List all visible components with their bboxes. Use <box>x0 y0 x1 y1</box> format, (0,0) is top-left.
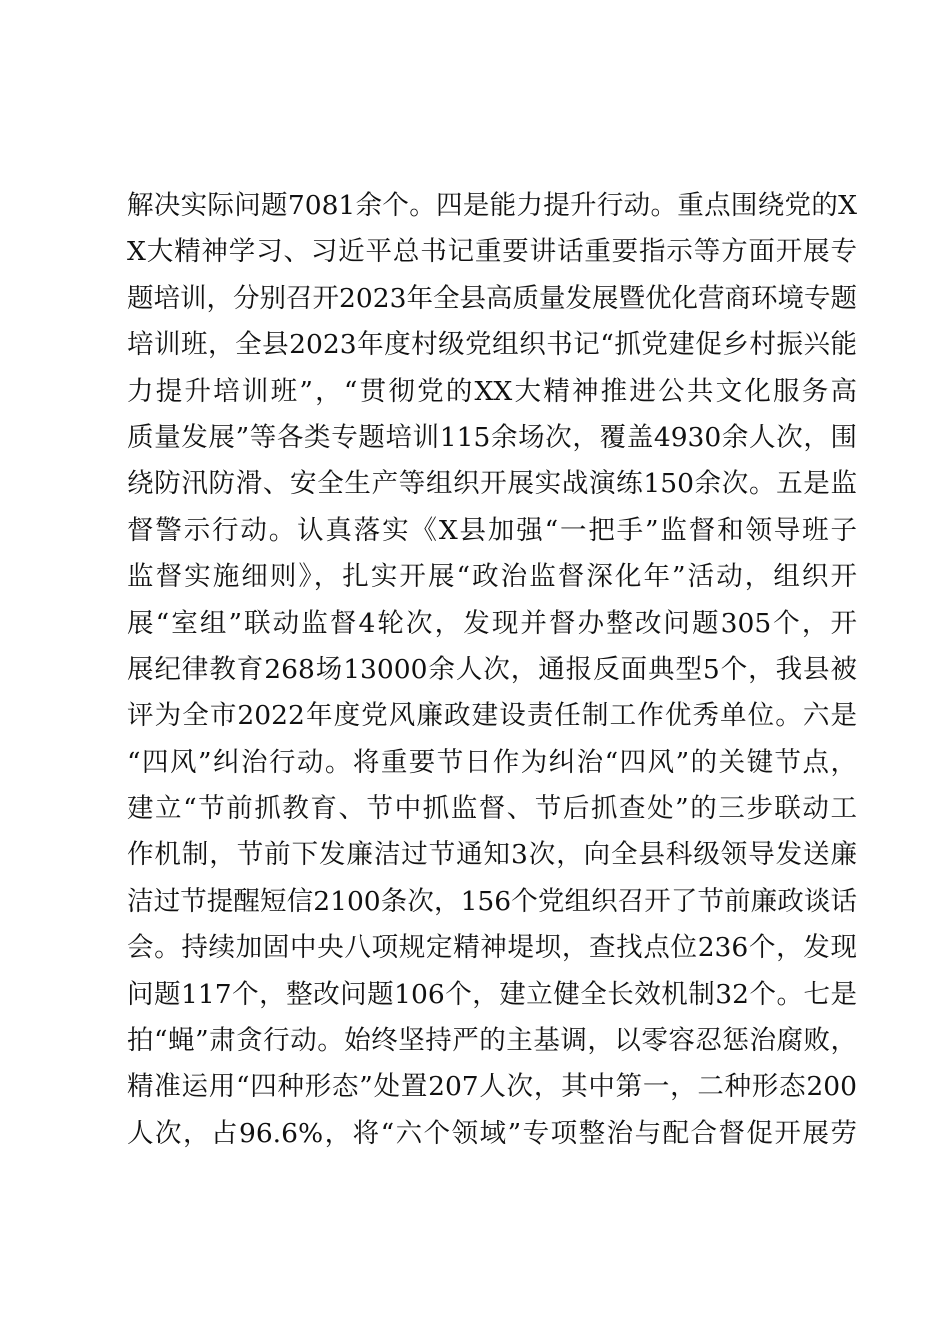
text-line: 绕防汛防滑、安全生产等组织开展实战演练150余次。五是监 <box>127 468 857 500</box>
text-line: 展“室组”联动监督4轮次，发现并督办整改问题305个，开 <box>127 607 857 639</box>
body-text <box>127 183 857 1157</box>
text-line: 建立“节前抓教育、节中抓监督、节后抓查处”的三步联动工 <box>127 793 857 825</box>
text-line: 拍“蝇”肃贪行动。始终坚持严的主基调，以零容忍惩治腐败， <box>127 1025 857 1057</box>
text-line: 力提升培训班”，“贯彻党的XX大精神推进公共文化服务高 <box>127 375 857 407</box>
text-line: 督警示行动。认真落实《X县加强“一把手”监督和领导班子 <box>127 514 857 546</box>
text-line: 监督实施细则》，扎实开展“政治监督深化年”活动，组织开 <box>127 561 857 593</box>
text-line: 培训班，全县2023年度村级党组织书记“抓党建促乡村振兴能 <box>127 329 857 361</box>
text-line: 问题117个，整改问题106个，建立健全长效机制32个。七是 <box>127 978 857 1010</box>
text-line: 解决实际问题7081余个。四是能力提升行动。重点围绕党的X <box>127 190 857 221</box>
text-line: 作机制，节前下发廉洁过节通知3次，向全县科级领导发送廉 <box>127 839 857 871</box>
text-line: 洁过节提醒短信2100条次，156个党组织召开了节前廉政谈话 <box>127 885 857 917</box>
text-line: 展纪律教育268场13000余人次，通报反面典型5个，我县被 <box>127 653 857 685</box>
text-line: X大精神学习、习近平总书记重要讲话重要指示等方面开展专 <box>127 236 857 268</box>
text-line: 评为全市2022年度党风廉政建设责任制工作优秀单位。六是 <box>127 700 857 732</box>
text-line: “四风”纠治行动。将重要节日作为纠治“四风”的关键节点， <box>127 746 857 778</box>
text-line: 质量发展”等各类专题培训115余场次，覆盖4930余人次，围 <box>127 421 857 453</box>
text-line: 会。持续加固中央八项规定精神堤坝，查找点位236个，发现 <box>127 932 857 964</box>
text-line: 精准运用“四种形态”处置207人次，其中第一，二种形态200 <box>127 1071 857 1103</box>
text-line: 题培训，分别召开2023年全县高质量发展暨优化营商环境专题 <box>127 282 857 314</box>
text-line: 人次，占96.6%，将“六个领域”专项整治与配合督促开展劳 <box>127 1117 857 1149</box>
